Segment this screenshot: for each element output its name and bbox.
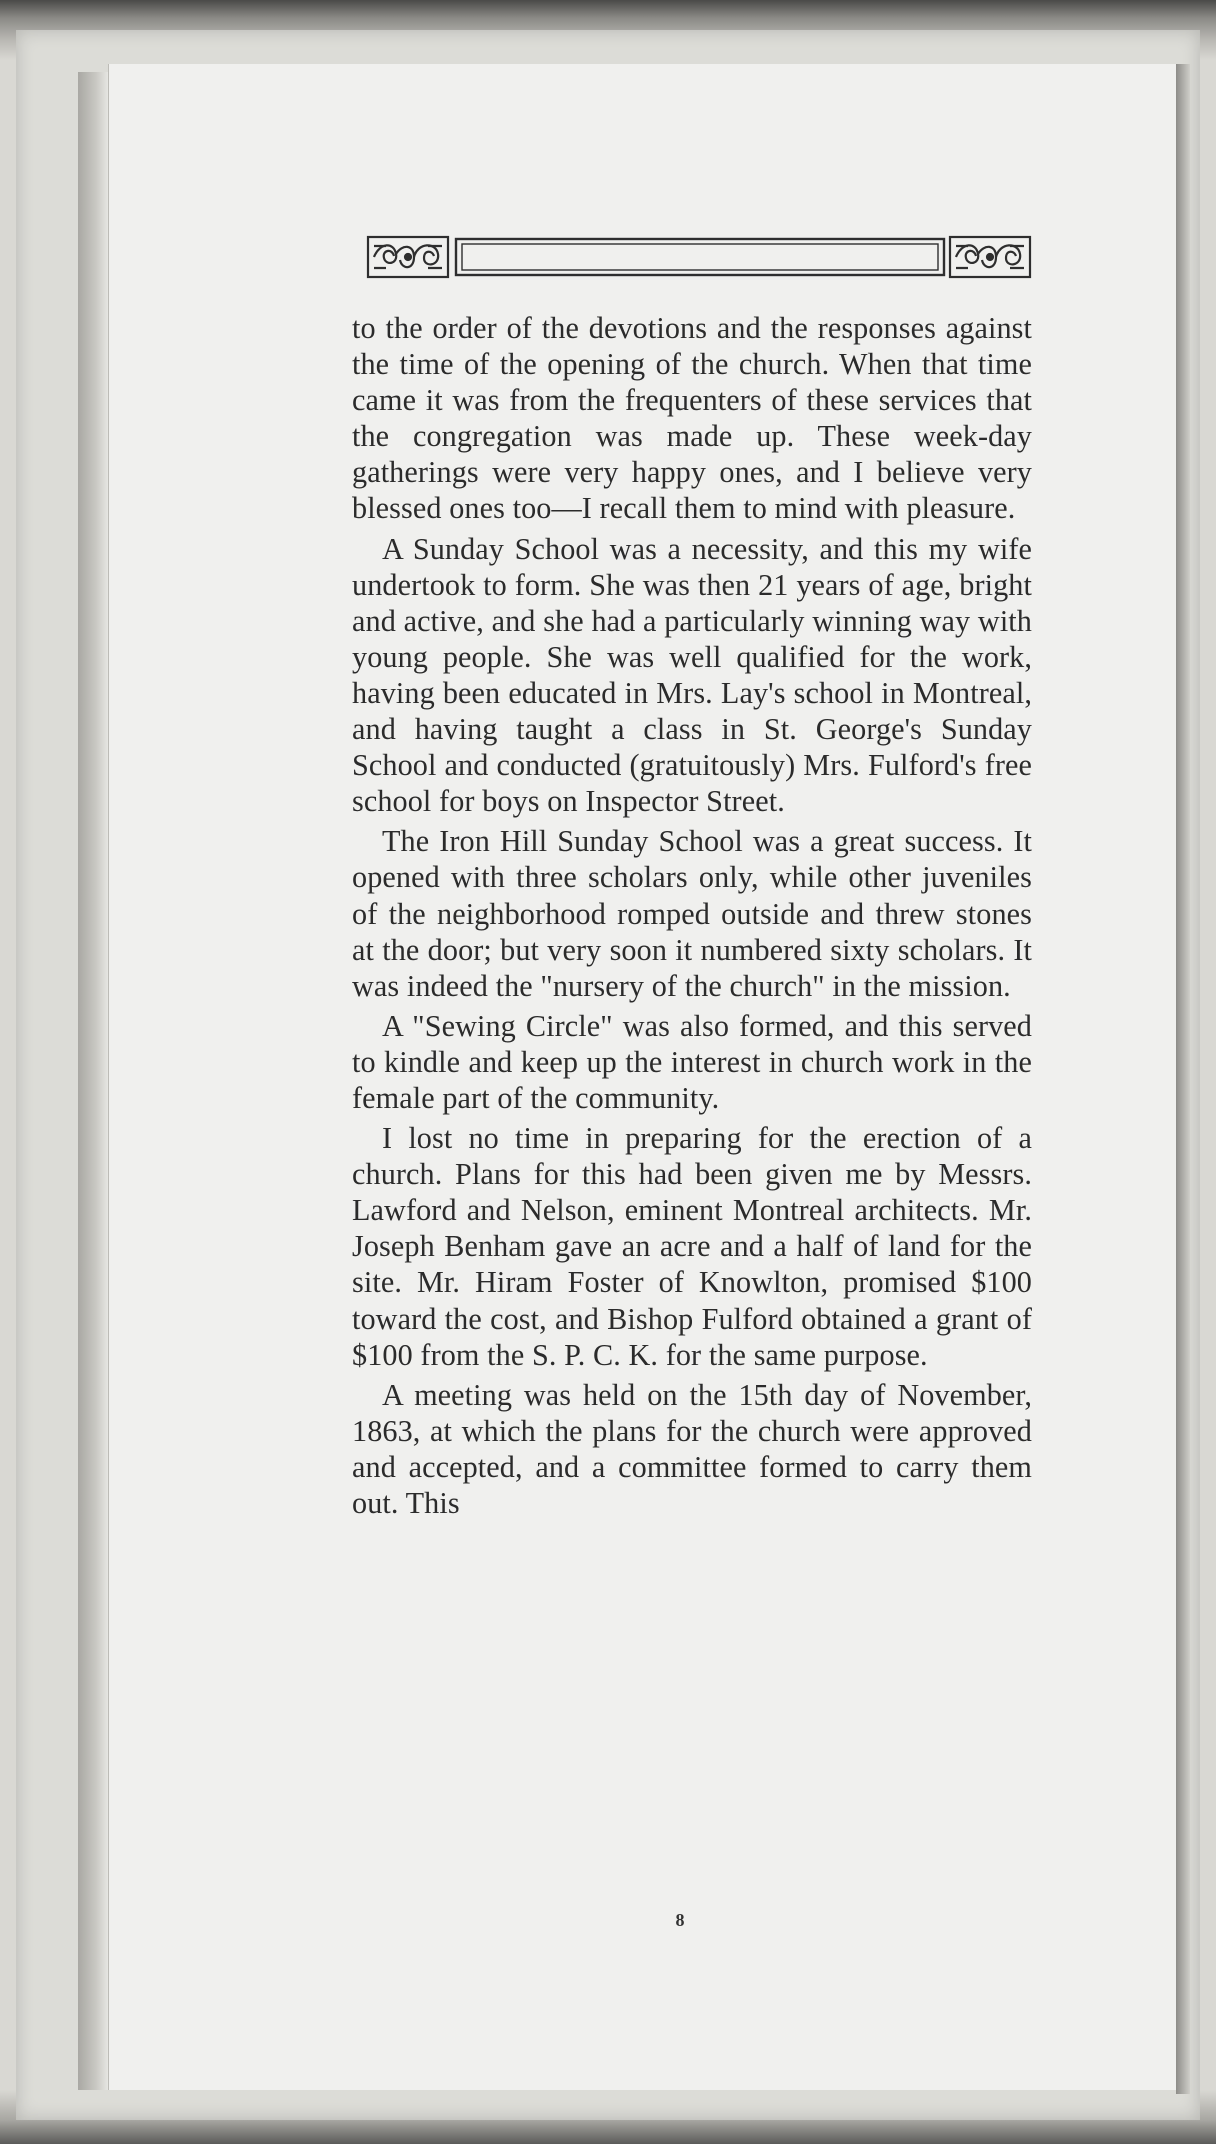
page-right-edge: [1176, 64, 1190, 2094]
page-number: 8: [675, 1910, 685, 1930]
header-ornament: [366, 232, 1032, 282]
paragraph-meeting: A meeting was held on the 15th day of November, 1863, at which the plans for the church were approved and accepted, and a committee formed to carry them out. This: [352, 1377, 1032, 1520]
body-text: [352, 310, 1032, 1525]
paragraph-iron-hill: The Iron Hill Sunday School was a great success. It opened with three scholars only, while other juveniles of the neighborhood romped outside and threw stones at the door; but very soon it numbered sixty scholars. It was indeed the "nursery of the church" in the mission.: [352, 824, 1032, 1003]
paragraph-continuation: to the order of the devotions and the responses against the time of the opening of the church. When that time came it was from the frequenters of these services that the congregation was made up. These week-day gatherings were very happy ones, and I believe very blessed ones too—I recall them to mind with pleasure.: [352, 311, 1032, 526]
page-gutter-shadow: [78, 72, 108, 2090]
ornament-right-flourish: [950, 237, 1030, 277]
ornament-center-bar: [456, 239, 944, 275]
paragraph-church-erection: I lost no time in preparing for the erection of a church. Plans for this had been given me by Messrs. Lawford and Nelson, eminent Montreal architects. Mr. Joseph Benham gave an acre and a half of land for the site. Mr. Hiram Foster of Knowlton, promised $100 toward the cost, and Bishop Fulford obtained a grant of $100 from the S. P. C. K. for the same purpose.: [352, 1121, 1032, 1372]
paragraph-sewing-circle: A "Sewing Circle" was also formed, and this served to kindle and keep up the interest in church work in the female part of the community.: [352, 1008, 1032, 1115]
paragraph-sunday-school: A Sunday School was a necessity, and this my wife undertook to form. She was then 21 years of age, bright and active, and she had a particularly winning way with young people. She was well qualified for the work, having been educated in Mrs. Lay's school in Montreal, and having taught a class in St. George's Sunday School and conducted (gratuitously) Mrs. Fulford's free school for boys on Inspector Street.: [352, 531, 1032, 819]
ornament-left-flourish: [368, 237, 448, 277]
